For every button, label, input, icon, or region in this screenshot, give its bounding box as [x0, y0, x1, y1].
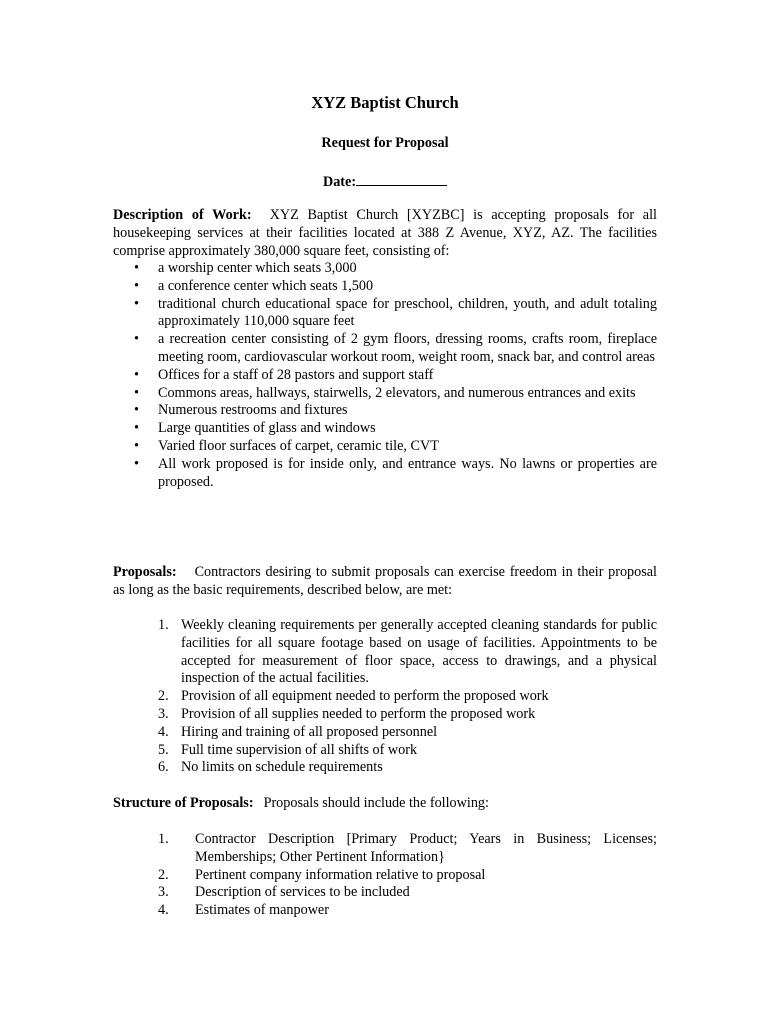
requirements-list [113, 617, 657, 777]
list-item: • All work proposed is for inside only, and entrance ways. No lawns or properties are proposed. [134, 455, 657, 490]
list-item: 2. Pertinent company information relative to proposal [158, 866, 486, 883]
bullet-icon: • [134, 455, 139, 472]
bullet-icon: • [134, 260, 139, 276]
list-item: • Numerous restrooms and fixtures [134, 402, 348, 419]
bullet-icon: • [134, 437, 139, 454]
list-item: 3. Provision of all supplies needed to perform the proposed work [158, 705, 536, 722]
list-item: 1. Contractor Description [Primary Product; Years in Business; Licenses; Memberships; Other Pertinent Information} [158, 831, 657, 865]
facilities-list [113, 260, 657, 491]
list-item: • a worship center which seats 3,000 [134, 260, 357, 276]
date-line [0, 171, 770, 192]
date-blank [356, 171, 447, 186]
list-item: • Offices for a staff of 28 pastors and support staff [134, 366, 434, 383]
structure-list [113, 831, 657, 920]
structure-text: Proposals should include the following: [263, 795, 489, 811]
list-item: 5. Full time supervision of all shifts of work [158, 741, 418, 758]
description-paragraph [113, 207, 657, 260]
structure-label: Structure of Proposals: [113, 795, 254, 811]
structure-paragraph [113, 795, 657, 813]
list-item: • Varied floor surfaces of carpet, ceramic tile, CVT [134, 437, 439, 454]
list-item: • Commons areas, hallways, stairwells, 2 elevators, and numerous entrances and exits [134, 384, 636, 401]
document-subtitle: Request for Proposal [321, 135, 449, 151]
list-item: • a recreation center consisting of 2 gym floors, dressing rooms, crafts room, fireplace meeting room, cardiovascular workout room, weight room, snack bar, and control areas [134, 331, 657, 365]
description-text: XYZ Baptist Church [XYZBC] is accepting proposals for all housekeeping services at their facilities located at 388 Z Avenue, XYZ, AZ. The facilities comprise approximately 380,000 square feet, consisting of: [113, 207, 657, 259]
description-label: Description of Work: [113, 207, 252, 223]
bullet-icon: • [134, 366, 139, 383]
bullet-icon: • [134, 277, 139, 294]
document-title: XYZ Baptist Church [311, 93, 459, 112]
bullet-icon: • [134, 402, 139, 419]
list-item: • traditional church educational space for preschool, children, youth, and adult totaling approximately 110,000 square feet [134, 295, 657, 330]
list-item: 3. Description of services to be included [158, 884, 410, 901]
list-item: 4. Hiring and training of all proposed personnel [158, 723, 438, 740]
list-item: • a conference center which seats 1,500 [134, 277, 374, 294]
list-item: 4. Estimates of manpower [158, 902, 329, 919]
bullet-icon: • [134, 384, 139, 401]
list-item: 1. Weekly cleaning requirements per generally accepted cleaning standards for public facilities for all square footage based on usage of facilities. Appointments to be accepted for measurement of floor space, access to drawings, and a physical inspection of the actual facilities. [158, 617, 657, 687]
list-item: 6. No limits on schedule requirements [158, 759, 383, 776]
bullet-icon: • [134, 295, 139, 312]
bullet-icon: • [134, 420, 139, 437]
list-item: • Large quantities of glass and windows [134, 420, 376, 437]
proposals-label: Proposals: [113, 564, 177, 580]
list-item: 2. Provision of all equipment needed to perform the proposed work [158, 688, 549, 705]
bullet-icon: • [134, 331, 139, 348]
proposals-text: Contractors desiring to submit proposals can exercise freedom in their proposal as long as the basic requirements, described below, are met: [113, 564, 657, 598]
proposals-paragraph [113, 564, 657, 600]
date-label: Date: [322, 174, 357, 190]
